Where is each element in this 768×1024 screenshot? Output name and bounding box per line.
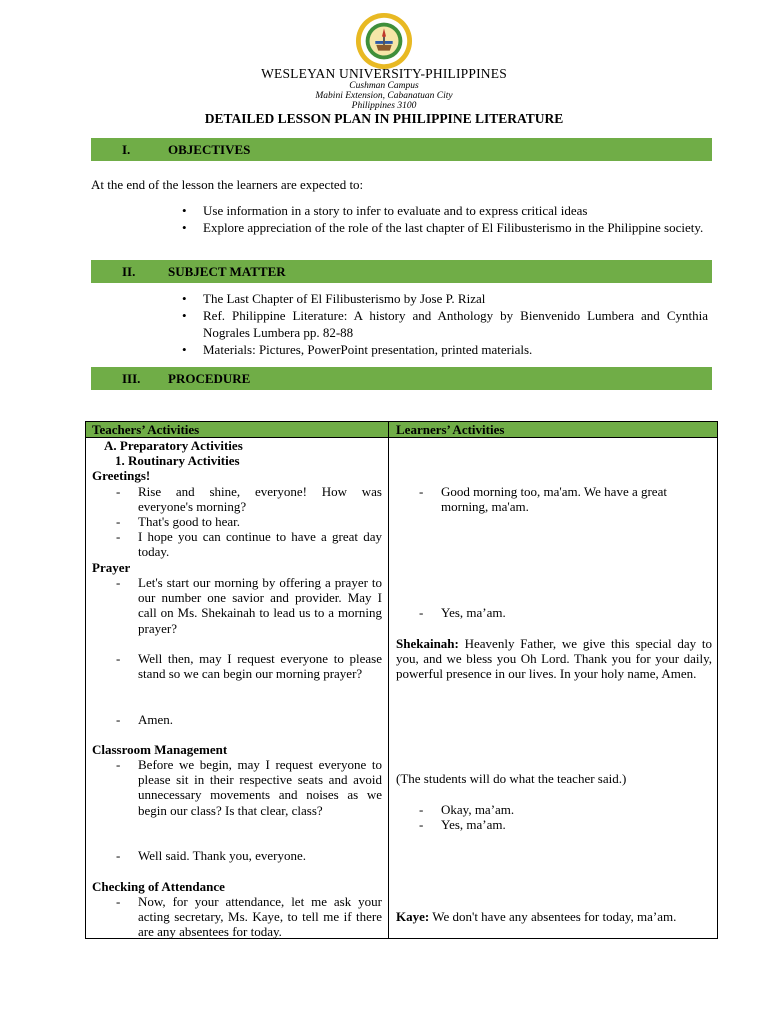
- section-title: PROCEDURE: [168, 371, 251, 386]
- teacher-attendance-1: - Now, for your attendance, let me ask your acting secretary, Ms. Kaye, to tell me if there are any absentees for today.: [116, 894, 382, 940]
- routinary-activities-heading: 1. Routinary Activities: [115, 453, 240, 468]
- teacher-class-1: - Before we begin, may I request everyone to please sit in their respective seats and avoid unnecessary movements and noises as we begin our class? Is that clear, class?: [116, 757, 382, 818]
- attendance-heading: Checking of Attendance: [92, 879, 225, 894]
- list-item: • Ref. Philippine Literature: A history and Anthology by Bienvenido Lumbera and Cynthia Nograles Lumbera pp. 82-88: [203, 307, 708, 341]
- list-item: • The Last Chapter of El Filibusterismo by Jose P. Rizal: [203, 290, 708, 307]
- university-name: WESLEYAN UNIVERSITY-PHILIPPINES: [261, 66, 507, 81]
- objectives-heading: [91, 138, 712, 161]
- activities-table: [85, 421, 718, 939]
- section-number: III.: [122, 371, 141, 386]
- campus-name: Cushman Campus: [349, 81, 419, 91]
- learner-kaye-response: Kaye: We don't have any absentees for today, ma’am.: [396, 909, 677, 924]
- section-title: SUBJECT MATTER: [168, 264, 286, 279]
- list-item: • Materials: Pictures, PowerPoint presentation, printed materials.: [203, 341, 708, 358]
- learner-greet: - Good morning too, ma'am. We have a great morning, ma'am.: [419, 484, 667, 515]
- learner-yes: - Yes, ma’am.: [419, 605, 506, 620]
- preparatory-activities-heading: A. Preparatory Activities: [104, 438, 243, 453]
- subject-matter-list: [203, 290, 708, 358]
- country-address: Philippines 3100: [351, 101, 417, 111]
- university-seal-icon: [355, 12, 413, 70]
- document-title: DETAILED LESSON PLAN IN PHILIPPINE LITERATURE: [204, 111, 564, 126]
- list-item: • Explore appreciation of the role of the last chapter of El Filibusterismo in the Philippine society.: [203, 219, 708, 236]
- learner-okay: - Okay, ma’am.: [419, 802, 515, 817]
- prayer-heading: Prayer: [92, 560, 131, 575]
- section-title: OBJECTIVES: [168, 142, 251, 157]
- greetings-heading: Greetings!: [92, 468, 151, 483]
- teacher-greet-3: - I hope you can continue to have a great day today.: [116, 529, 382, 560]
- classroom-management-heading: Classroom Management: [92, 742, 228, 757]
- teacher-prayer-3: - Amen.: [116, 712, 174, 727]
- teacher-greet-2: - That's good to hear.: [116, 514, 240, 529]
- learners-column-header: Learners’ Activities: [396, 422, 505, 437]
- objectives-intro: At the end of the lesson the learners are expected to:: [91, 177, 364, 192]
- teacher-prayer-2: - Well then, may I request everyone to please stand so we can begin our morning prayer?: [116, 651, 382, 682]
- list-item: • Use information in a story to infer to evaluate and to express critical ideas: [203, 202, 708, 219]
- learner-yes-2: - Yes, ma’am.: [419, 817, 506, 832]
- objectives-list: [203, 202, 708, 236]
- teachers-column-header: Teachers’ Activities: [92, 422, 200, 437]
- section-number: I.: [122, 142, 131, 157]
- teacher-prayer-1: - Let's start our morning by offering a prayer to our number one savior and provider. May I call on Ms. Shekainah to lead us to a morning prayer?: [116, 575, 382, 636]
- table-header-row: [86, 422, 717, 438]
- learner-shekainah-prayer: Shekainah: Heavenly Father, we give this special day to you, and we bless you Oh Lord. Thank you for your daily, powerful presence in our lives. In your holy name, Amen.: [396, 636, 712, 682]
- procedure-heading: [91, 367, 712, 390]
- teacher-greet-1: - Rise and shine, everyone! How was everyone's morning?: [116, 484, 382, 515]
- section-number: II.: [122, 264, 136, 279]
- subject-matter-heading: [91, 260, 712, 283]
- teacher-class-2: - Well said. Thank you, everyone.: [116, 848, 307, 863]
- street-address: Mabini Extension, Cabanatuan City: [315, 91, 453, 101]
- learner-students-action: (The students will do what the teacher said.): [396, 771, 627, 786]
- column-divider: [388, 422, 389, 938]
